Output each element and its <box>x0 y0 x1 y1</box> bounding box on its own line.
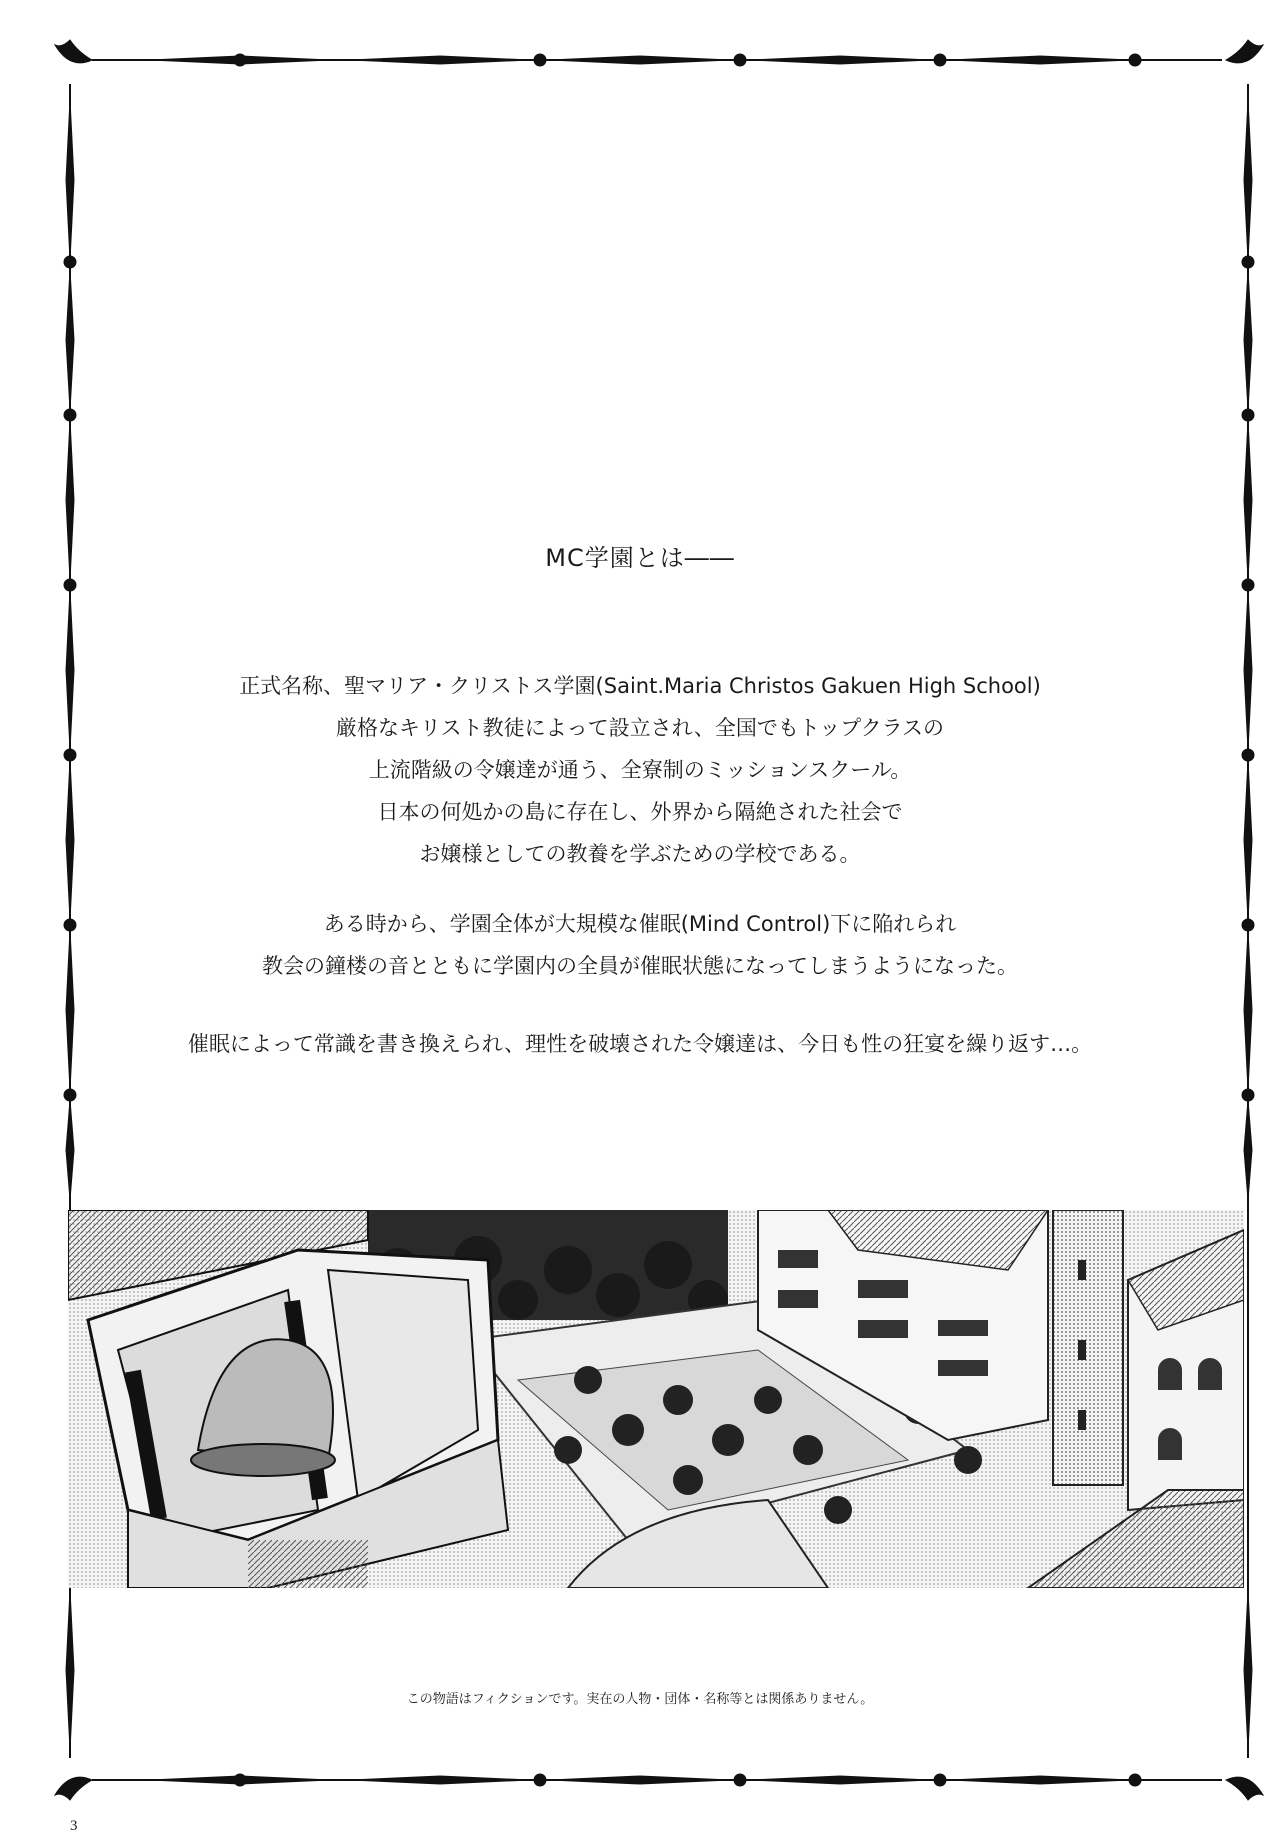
campus-drawing <box>68 1210 1244 1588</box>
closing-paragraph <box>0 1023 1280 1065</box>
text-line: 厳格なキリスト教徒によって設立され、全国でもトップクラスの <box>336 716 944 740</box>
text-line: 教会の鐘楼の音とともに学園内の全員が催眠状態になってしまうようになった。 <box>262 954 1018 978</box>
text-line: 日本の何処かの島に存在し、外界から隔絶された社会で <box>377 800 903 824</box>
page-number: 3 <box>70 1818 78 1834</box>
text-line: 上流階級の令嬢達が通う、全寮制のミッションスクール。 <box>368 758 912 782</box>
campus-illustration <box>68 1210 1244 1588</box>
page-title: MC学園とは―― <box>545 544 735 572</box>
text-line: お嬢様としての教養を学ぶための学校である。 <box>419 842 861 866</box>
text-line: 正式名称、聖マリア・クリストス学園(Saint.Maria Christos Gakuen High School) <box>239 674 1041 698</box>
text-line: ある時から、学園全体が大規模な催眠(Mind Control)下に陥れられ <box>323 912 957 936</box>
history-paragraph <box>0 903 1280 987</box>
intro-paragraph <box>0 665 1280 875</box>
text-line: 催眠によって常識を書き換えられ、理性を破壊された令嬢達は、今日も性の狂宴を繰り返す…。 <box>187 1032 1093 1056</box>
fiction-disclaimer: この物語はフィクションです。実在の人物・団体・名称等とは関係ありません。 <box>406 1692 874 1707</box>
